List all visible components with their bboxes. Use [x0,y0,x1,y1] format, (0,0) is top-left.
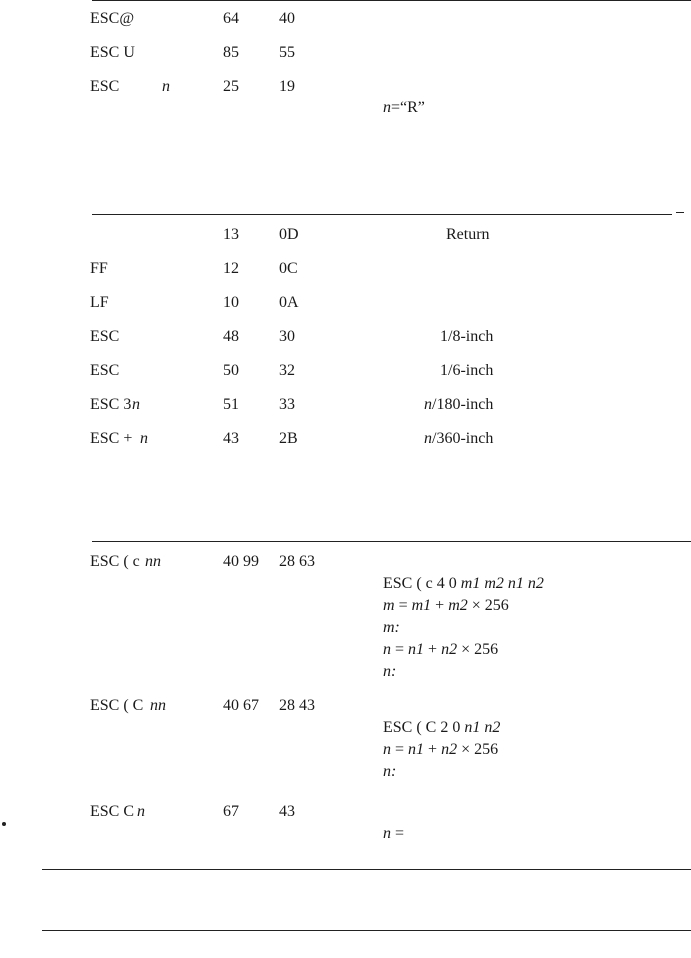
description-cell [424,430,493,448]
formula-text: = [394,597,412,614]
command-cell: ESC [90,328,120,345]
formula-text: × 256 [457,641,499,658]
formula-text: = [391,741,409,758]
formula-var: m [383,597,395,614]
hex-cell: 40 [279,10,295,27]
decimal-cell: 40 67 [223,697,259,714]
decimal-cell: 43 [223,430,239,447]
description-value: /360-inch [432,430,494,447]
footer-rule-upper [42,869,691,870]
formula-var: n1 [408,741,425,758]
format-text: ESC ( c 4 0 [383,575,461,592]
formula-text: + [431,597,449,614]
decimal-cell: 48 [223,328,239,345]
note-cell [383,99,425,117]
formula-var: n2 [441,741,458,758]
decimal-cell: 64 [223,10,239,27]
format-params: n1 n2 [464,719,501,736]
formula-var: n1 [408,641,425,658]
decimal-cell: 50 [223,362,239,379]
formula-var: m2 [448,597,468,614]
format-line [383,719,500,737]
format-line [383,575,544,593]
command-cell: FF [90,260,108,277]
note-variable: n [383,99,391,116]
description-cell: 1/6-inch [440,362,494,379]
command-cell: ESC + [90,430,133,447]
formula-var: n [383,741,391,758]
decimal-cell: 85 [223,44,239,61]
hex-cell: 33 [279,396,295,413]
section-2-top-rule [92,214,672,215]
definition-label: n: [383,763,397,780]
command-cell: ESC [90,362,120,379]
description-value: /180-inch [432,396,494,413]
section-2-rule-tick [676,212,684,213]
command-cell: ESC U [90,44,135,61]
decimal-cell: 10 [223,294,239,311]
decimal-cell: 13 [223,226,239,243]
hex-cell: 19 [279,78,295,95]
hex-cell: 28 43 [279,697,315,714]
decimal-cell: 40 99 [223,553,259,570]
decimal-cell: 12 [223,260,239,277]
description-variable: n [424,430,432,447]
section-3-top-rule [92,541,691,542]
formula-var: m1 [411,597,432,614]
format-params: m1 m2 n1 n2 [460,575,544,592]
hex-cell: 30 [279,328,295,345]
formula-text: = [391,825,405,842]
command-cell: ESC C [90,803,135,820]
formula-line [383,641,498,659]
formula-text: × 256 [467,597,509,614]
hex-cell: 2B [279,430,298,447]
definition-label: n: [383,663,397,680]
formula-text: = [391,641,409,658]
command-cell: ESC ( c [90,553,140,570]
command-parameter: n [162,78,170,95]
command-cell: ESC ( C [90,697,144,714]
footer-rule-lower [42,930,691,931]
section-1-top-rule [92,0,691,1]
format-text: ESC ( C 2 0 [383,719,465,736]
hex-cell: 43 [279,803,295,820]
command-parameter: n [137,803,145,820]
hex-cell: 0A [279,294,299,311]
formula-text: + [424,641,442,658]
formula-var: n [383,825,391,842]
command-parameter: nn [150,697,166,714]
command-parameter: nn [145,553,161,570]
hex-cell: 28 63 [279,553,315,570]
description-cell: Return [446,226,490,243]
command-parameter: n [132,396,140,413]
formula-text: + [424,741,442,758]
command-parameter: n [140,430,148,447]
margin-bullet [2,822,6,826]
command-cell: ESC@ [90,10,135,27]
description-cell [424,396,493,414]
formula-line [383,825,404,843]
note-value: =“R” [391,99,425,116]
hex-cell: 0C [279,260,298,277]
formula-line [383,741,498,759]
description-variable: n [424,396,432,413]
hex-cell: 32 [279,362,295,379]
command-cell: ESC 3 [90,396,132,413]
formula-text: × 256 [457,741,499,758]
formula-line [383,597,509,615]
decimal-cell: 25 [223,78,239,95]
command-cell: ESC [90,78,120,95]
decimal-cell: 67 [223,803,239,820]
formula-var: n2 [441,641,458,658]
description-cell: 1/8-inch [440,328,494,345]
hex-cell: 55 [279,44,295,61]
hex-cell: 0D [279,226,299,243]
command-cell: LF [90,294,109,311]
formula-var: n [383,641,391,658]
decimal-cell: 51 [223,396,239,413]
definition-label: m: [383,619,400,636]
